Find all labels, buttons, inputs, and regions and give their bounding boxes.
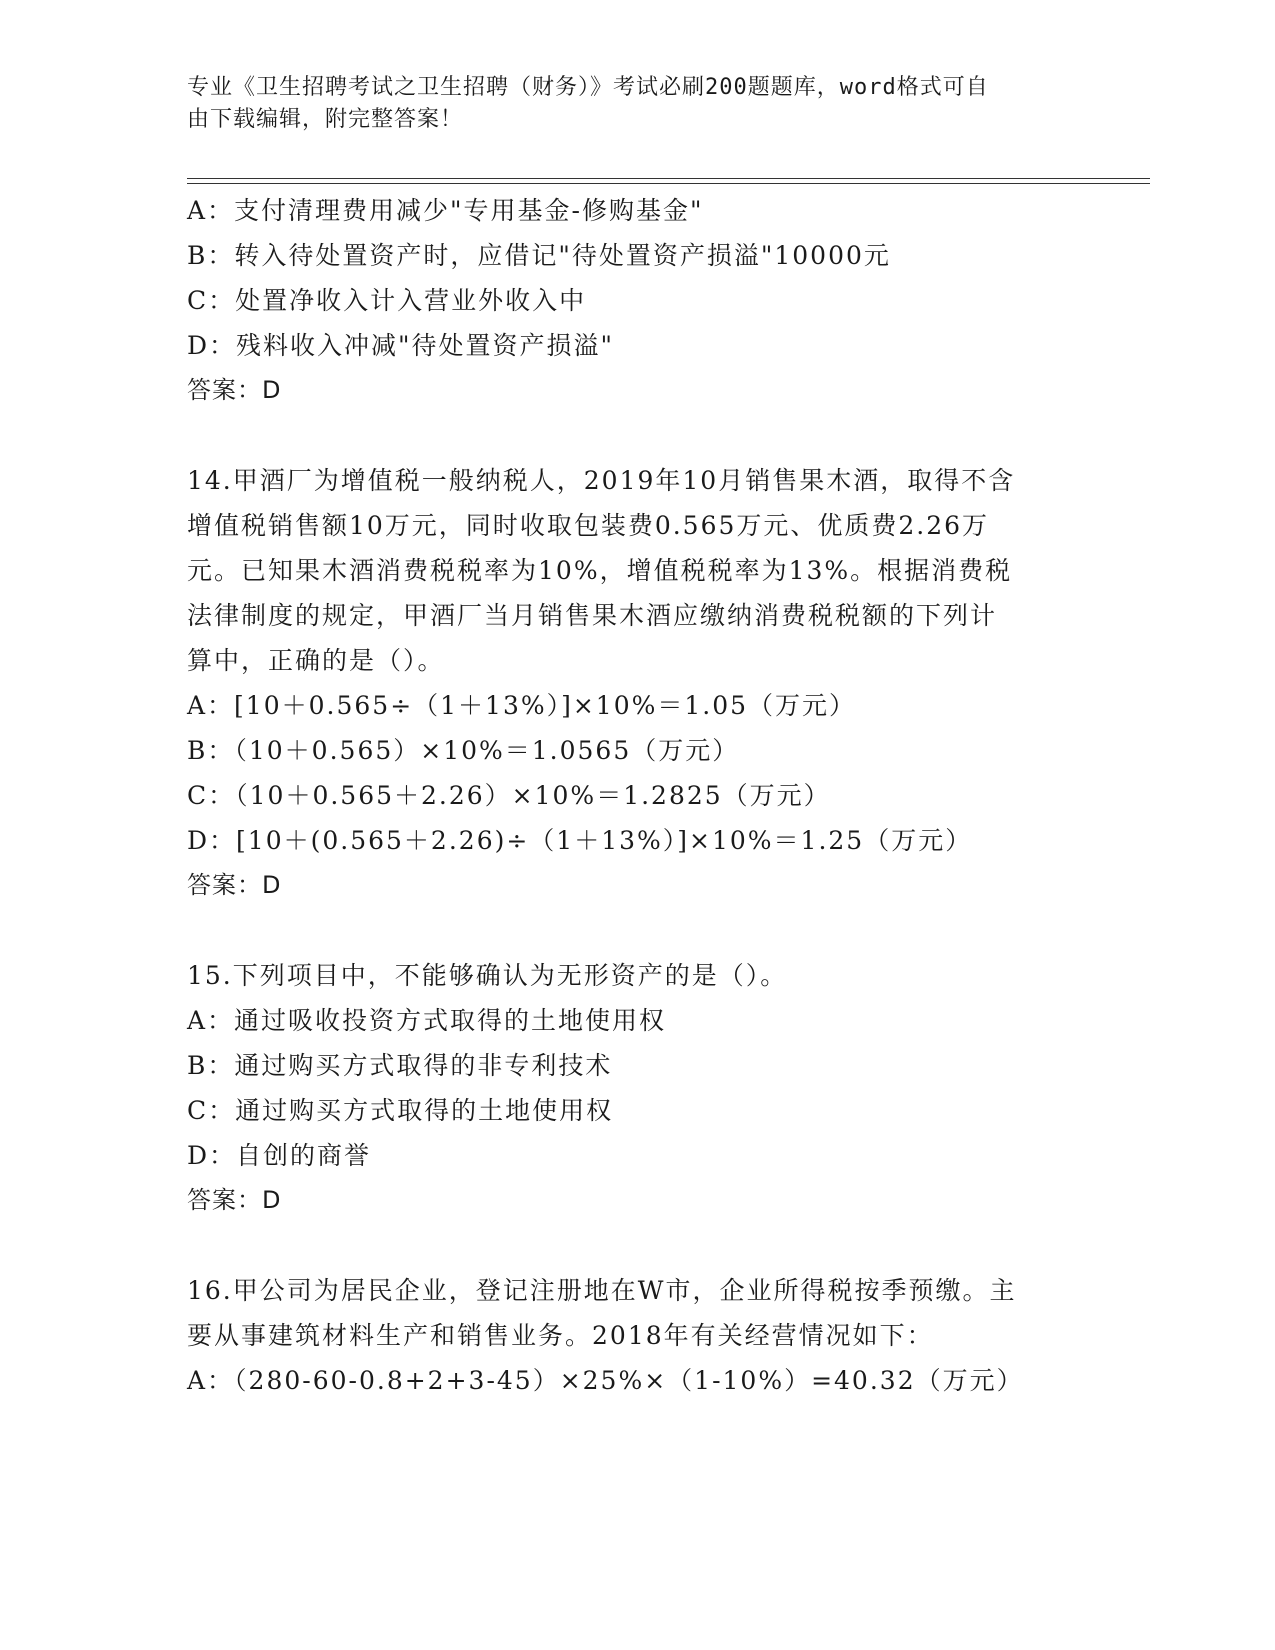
option-c: C：处置净收入计入营业外收入中 <box>187 286 587 315</box>
option-a: A：（280-60-0.8+2+3-45）×25%×（1-10%）=40.32（万元） <box>187 1366 1024 1395</box>
question-stem-line: 14.甲酒厂为增值税一般纳税人，2019年10月销售果木酒，取得不含 <box>187 466 1016 495</box>
question-stem-line: 15.下列项目中，不能够确认为无形资产的是（）。 <box>187 961 788 990</box>
question-16 <box>187 1268 1087 1403</box>
question-14 <box>187 458 1087 908</box>
answer: 答案：D <box>187 376 282 404</box>
option-d: D：残料收入冲减"待处置资产损溢" <box>187 331 615 360</box>
option-a: A：通过吸收投资方式取得的土地使用权 <box>187 1006 667 1035</box>
question-stem-line: 要从事建筑材料生产和销售业务。2018年有关经营情况如下： <box>187 1321 934 1350</box>
question-stem-line: 算中，正确的是（）。 <box>187 646 445 675</box>
option-c: C：通过购买方式取得的土地使用权 <box>187 1096 614 1125</box>
question-13 <box>187 188 1087 413</box>
question-stem-line: 法律制度的规定，甲酒厂当月销售果木酒应缴纳消费税税额的下列计 <box>187 601 998 630</box>
header-divider-top <box>187 178 1150 179</box>
document-header <box>187 72 1087 136</box>
header-divider-bottom <box>187 183 1150 184</box>
spacer <box>187 908 1087 953</box>
spacer <box>187 413 1087 458</box>
answer: 答案：D <box>187 871 282 899</box>
option-c: C：（10＋0.565＋2.26）×10%＝1.2825（万元） <box>187 781 831 810</box>
spacer <box>187 1223 1087 1268</box>
question-15 <box>187 953 1087 1223</box>
header-line-1: 专业《卫生招聘考试之卫生招聘（财务）》考试必刷200题题库，word格式可自 <box>187 75 989 100</box>
answer: 答案：D <box>187 1186 282 1214</box>
option-b: B：（10＋0.565）×10%＝1.0565（万元） <box>187 736 740 765</box>
option-b: B：转入待处置资产时，应借记"待处置资产损溢"10000元 <box>187 241 891 270</box>
option-b: B：通过购买方式取得的非专利技术 <box>187 1051 613 1080</box>
option-d: D：自创的商誉 <box>187 1141 372 1170</box>
question-stem-line: 16.甲公司为居民企业，登记注册地在W市，企业所得税按季预缴。主 <box>187 1276 1017 1305</box>
option-a: A：支付清理费用减少"专用基金-修购基金" <box>187 196 704 225</box>
option-a: A：[10＋0.565÷（1＋13%）]×10%＝1.05（万元） <box>187 691 857 720</box>
question-stem-line: 元。已知果木酒消费税税率为10%，增值税税率为13%。根据消费税 <box>187 556 1013 585</box>
option-d: D：[10＋(0.565＋2.26)÷（1＋13%）]×10%＝1.25（万元） <box>187 826 973 855</box>
question-stem-line: 增值税销售额10万元，同时收取包装费0.565万元、优质费2.26万 <box>187 511 990 540</box>
header-line-2: 由下载编辑，附完整答案！ <box>187 107 464 132</box>
document-body <box>187 188 1087 1403</box>
